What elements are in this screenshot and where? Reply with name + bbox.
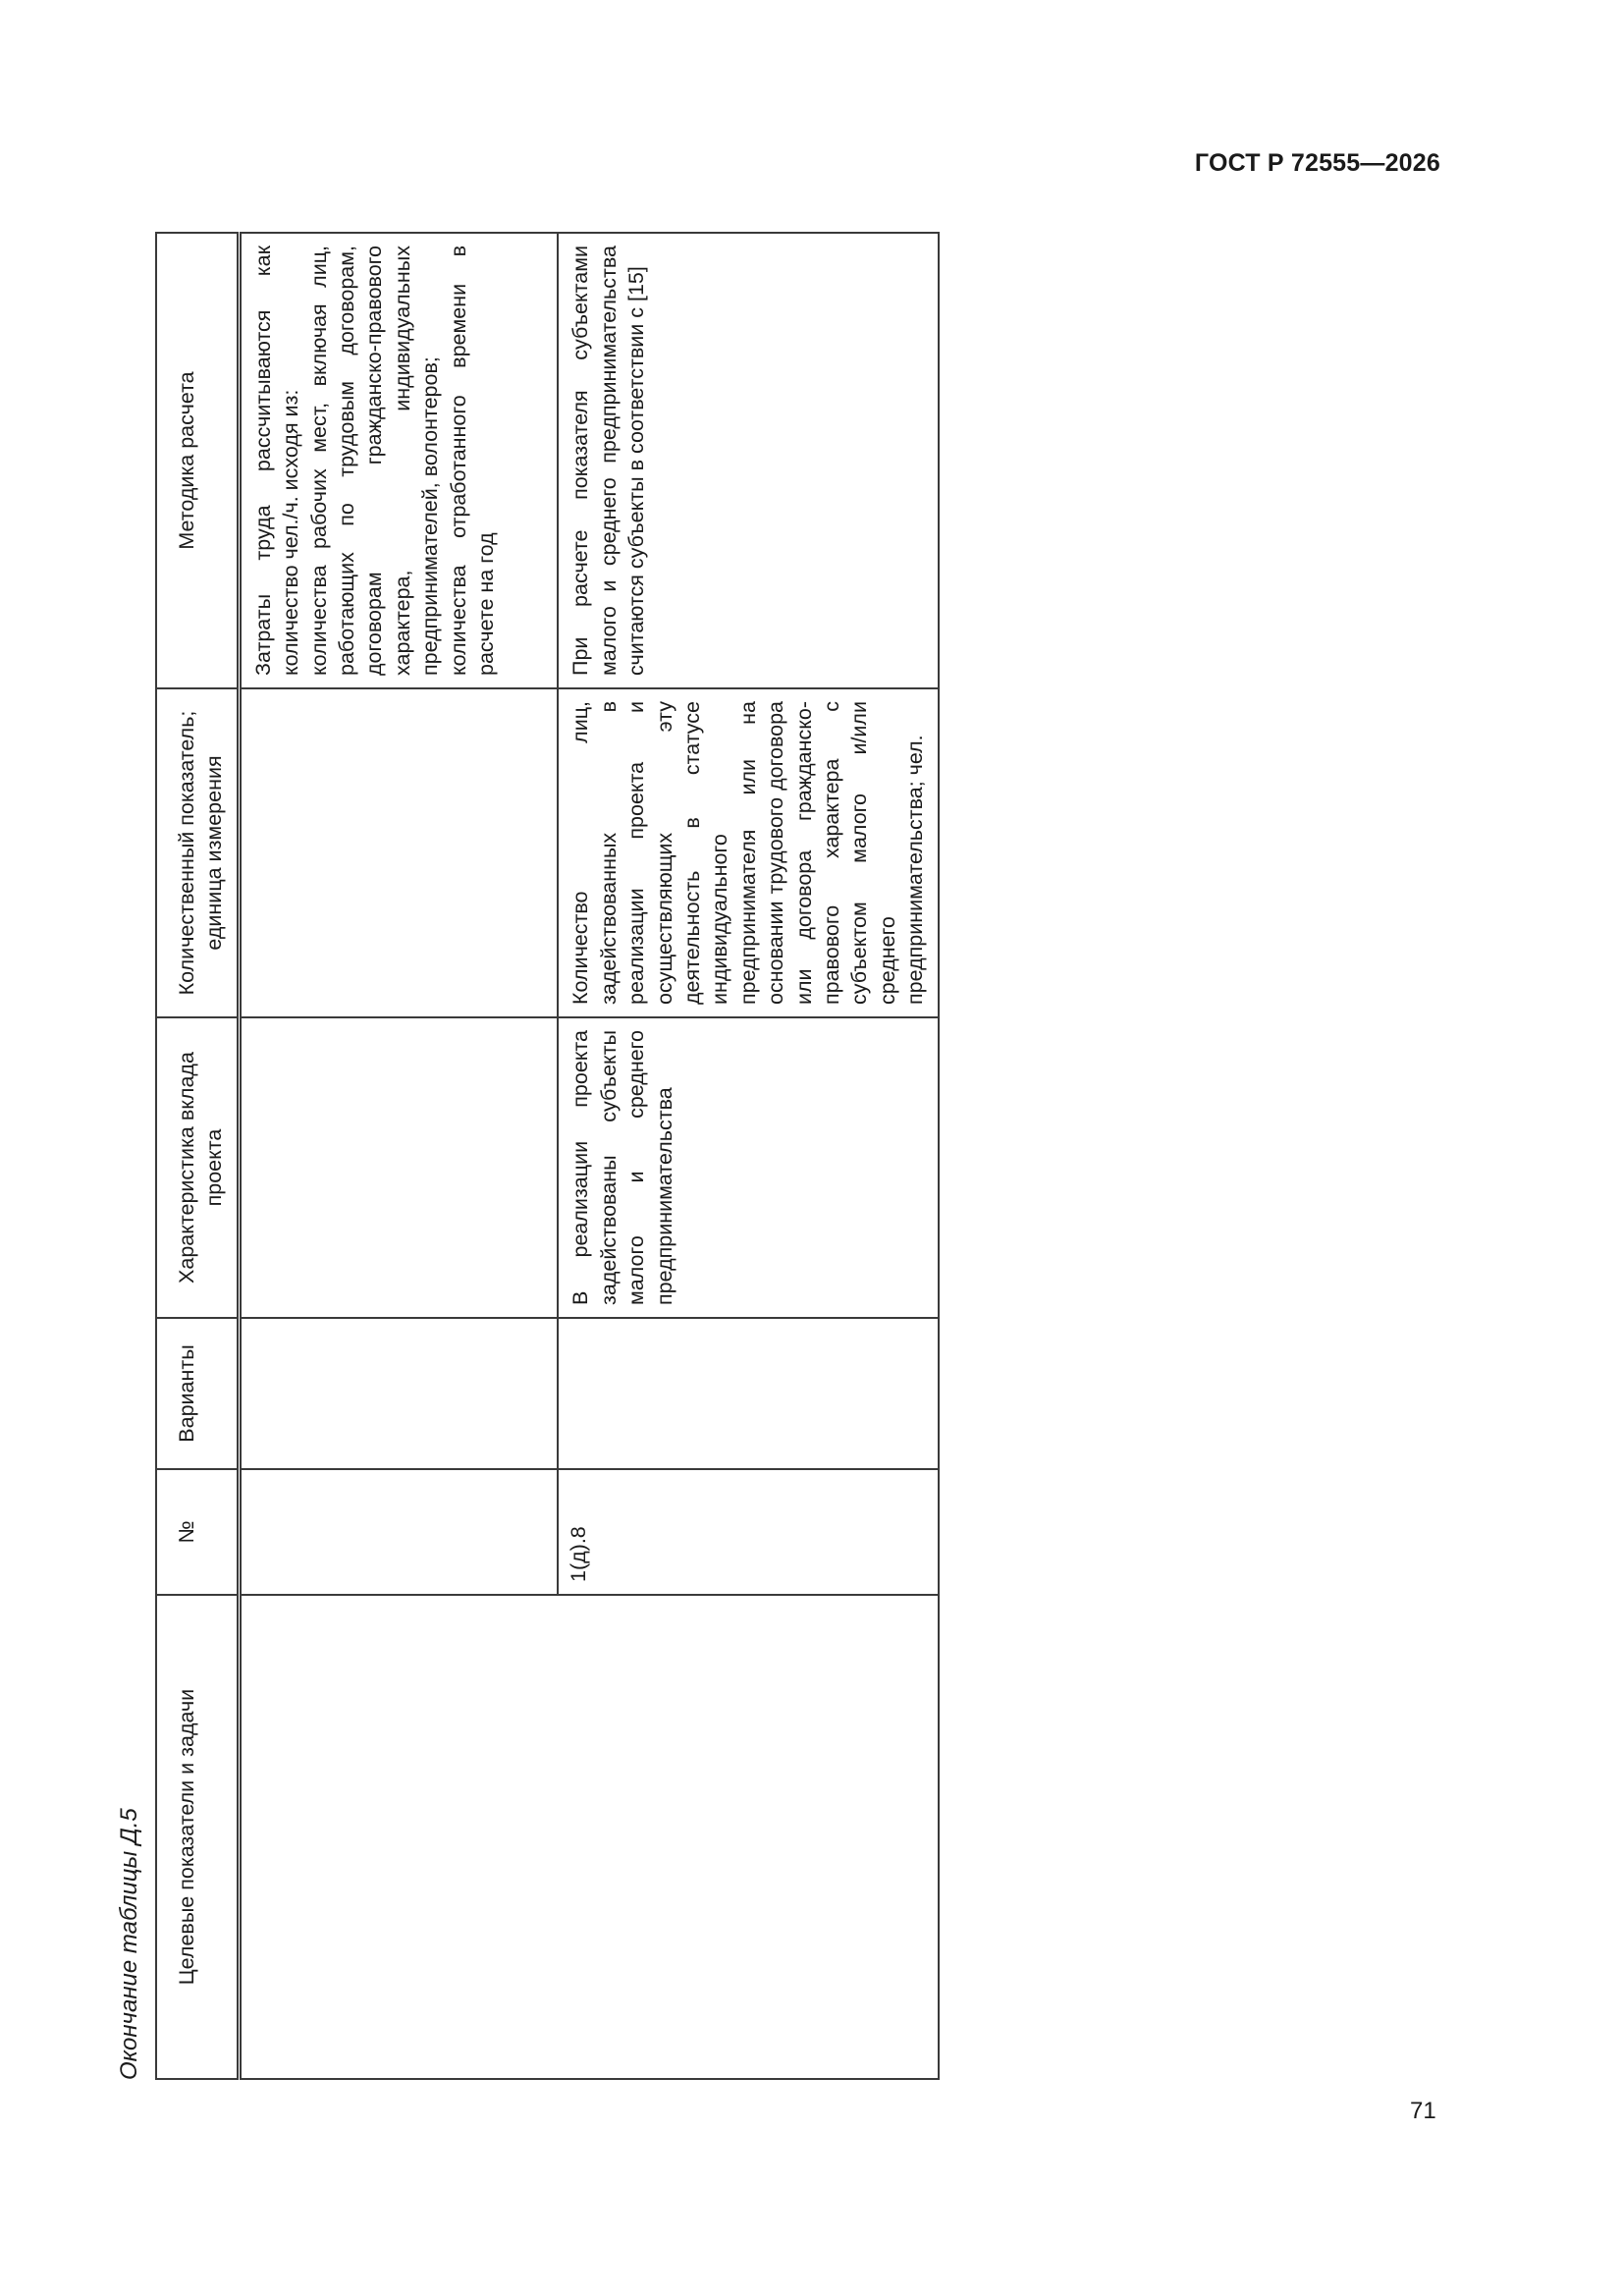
page-number: 71	[1410, 2098, 1436, 2124]
header-indicator: Количественный показатель; единица измерения	[156, 688, 239, 1017]
method-paragraph: количества рабочих мест, включая лиц, работающих по трудовым договорам, договорам гражданско-правового характера, индивидуальных предпринимателей, волонтеров;	[306, 246, 443, 676]
table-header-row	[156, 233, 239, 2079]
header-contribution: Характеристика вклада проекта	[156, 1017, 239, 1318]
cell-num: 1(д).8	[558, 1469, 938, 1595]
header-num: №	[156, 1469, 239, 1595]
cell-indicator: Количество лиц, задействованных в реализации проекта и осуществляющих эту деятельность в статусе индивидуального предпринимателя или на основании трудового договора или договора гражданско-правового характера с субъектом малого и/или среднего предпринимательства; чел.	[558, 688, 938, 1017]
header-variants: Варианты	[156, 1318, 239, 1469]
header-target: Целевые показатели и задачи	[156, 1595, 239, 2079]
cell-method	[239, 233, 558, 688]
table-caption: Окончание таблицы Д.5	[116, 1808, 142, 2080]
cell-variants	[239, 1318, 558, 1469]
cell-contribution: В реализации проекта задействованы субъекты малого и среднего предпринимательства	[558, 1017, 938, 1318]
cell-indicator	[239, 688, 558, 1017]
rotated-table-block	[110, 234, 933, 2080]
cell-variants	[558, 1318, 938, 1469]
cell-num	[239, 1469, 558, 1595]
method-paragraph: При расчете показателя субъектами малого и среднего предпринимательства считаются субъекты в соответствии с [15]	[568, 246, 649, 676]
cell-method	[558, 233, 938, 688]
method-paragraph: количества отработанного времени в расчете на год	[446, 246, 499, 676]
cell-contribution	[239, 1017, 558, 1318]
method-paragraph: Затраты труда рассчитываются как количество чел./ч. исходя из:	[250, 246, 303, 676]
header-method: Методика расчета	[156, 233, 239, 688]
cell-target	[239, 1595, 938, 2079]
table-row	[239, 233, 558, 2079]
data-table	[155, 232, 940, 2080]
document-code: ГОСТ Р 72555—2026	[1194, 149, 1440, 177]
